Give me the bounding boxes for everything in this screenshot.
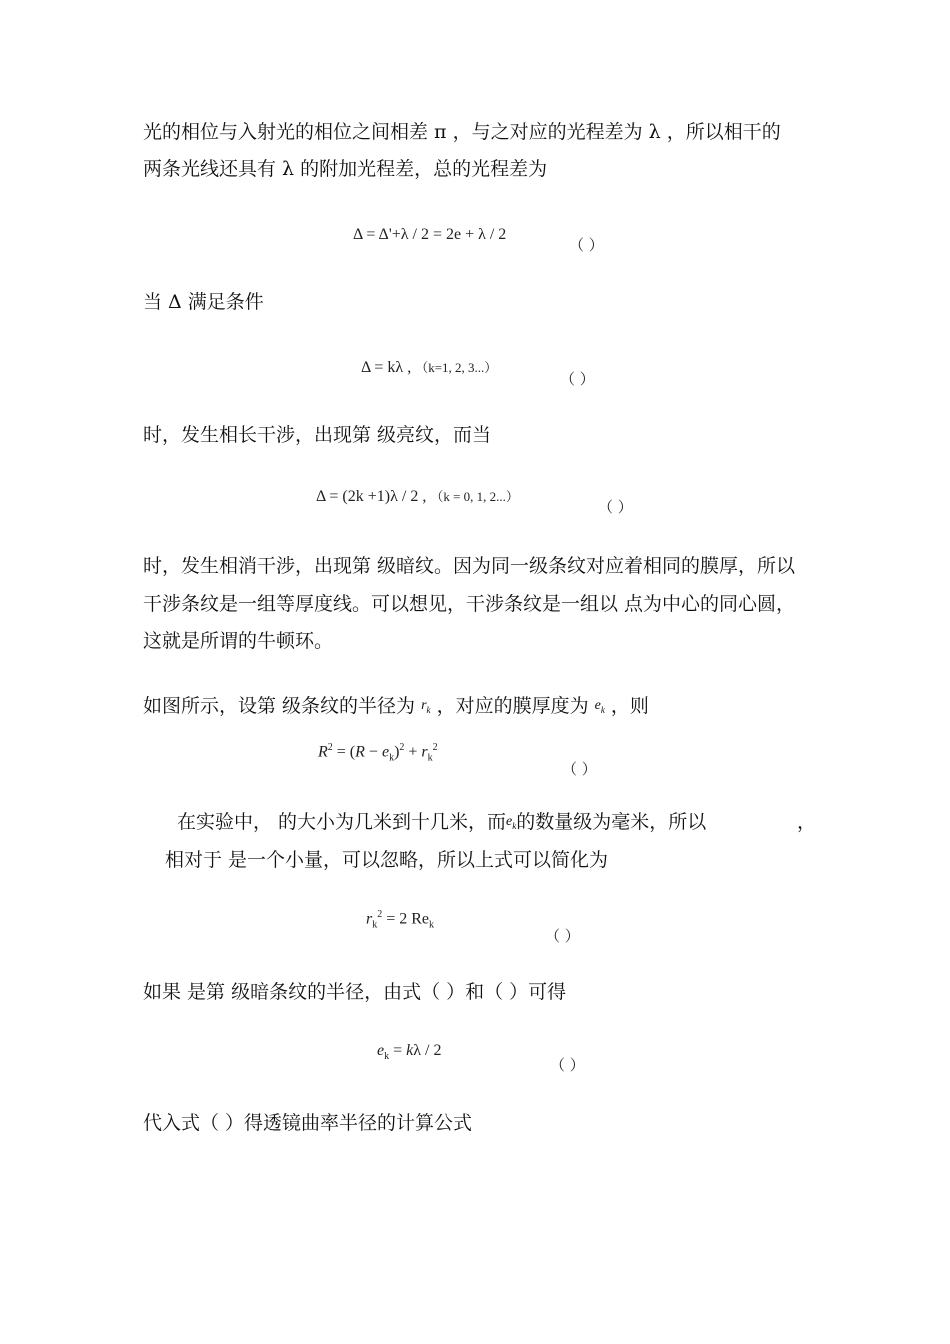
equation-number: （ ） (560, 370, 595, 388)
text-line: 这就是所谓的牛顿环。 (143, 630, 334, 652)
equation-dark-fringe (316, 486, 519, 506)
equation-thickness: $e_k = k\lambda / 2$ (377, 1042, 442, 1063)
text-line-radius (143, 694, 649, 722)
symbol-ek: $e_k$ (506, 814, 517, 831)
equation-simplified: $r_k^2 = 2$ $Re_k$ (366, 909, 435, 931)
text-line: 两条光线还具有 λ 的附加光程差，总的光程差为 (143, 158, 548, 180)
text-line: 干涉条纹是一组等厚度线。可以想见，干涉条纹是一组以 点为中心的同心圆， (143, 593, 796, 615)
text-line: 光的相位与入射光的相位之间相差 π ，与之对应的光程差为 λ ，所以相干的 (143, 121, 781, 143)
equation-number: （ ） (550, 1056, 585, 1074)
text-line: 时，发生相长干涉，出现第 级亮纹，而当 (143, 424, 492, 446)
text-line: 代入式（ ）得透镜曲率半径的计算公式 (143, 1112, 473, 1134)
text-segment: ， (797, 811, 817, 833)
equation-main: Δ = kλ , (361, 359, 412, 376)
text-segment: ，则 (610, 695, 649, 717)
symbol-ek: $e_k$ (594, 698, 605, 715)
text-line: 当 Δ 满足条件 (143, 291, 264, 313)
text-segment: 的数量级为毫米，所以 (516, 811, 707, 833)
equation-number: （ ） (545, 927, 580, 945)
text-line: 如果 是第 级暗条纹的半径，由式（ ）和（ ）可得 (143, 981, 567, 1003)
equation-number: （ ） (598, 498, 633, 516)
equation-geometry: $R^2 = (R - e_k)^2 + r_k^2$ (318, 742, 438, 764)
equation-number: （ ） (569, 236, 604, 254)
symbol-rk: $r_k$ (421, 698, 431, 715)
equation-bright-fringe (361, 357, 497, 377)
equation-condition: （k=1, 2, 3...） (415, 360, 498, 375)
text-segment: ，对应的膜厚度为 (436, 695, 589, 717)
equation-condition: （k = 0, 1, 2...） (430, 489, 519, 504)
text-segment: 如图所示，设第 级条纹的半径为 (143, 695, 416, 717)
text-line: 时，发生相消干涉，出现第 级暗纹。因为同一级条纹对应着相同的膜厚，所以 (143, 555, 796, 577)
text-line-experiment (177, 810, 706, 838)
equation-main: Δ = (2k +1)λ / 2 , (316, 488, 427, 505)
text-line: 相对于 是一个小量，可以忽略，所以上式可以简化为 (165, 849, 609, 871)
text-segment: 在实验中， 的大小为几米到十几米，而 (177, 811, 507, 833)
equation-number: （ ） (562, 760, 597, 778)
equation-total-path-difference: Δ = Δ'+λ / 2 = 2e + λ / 2 (353, 226, 507, 243)
